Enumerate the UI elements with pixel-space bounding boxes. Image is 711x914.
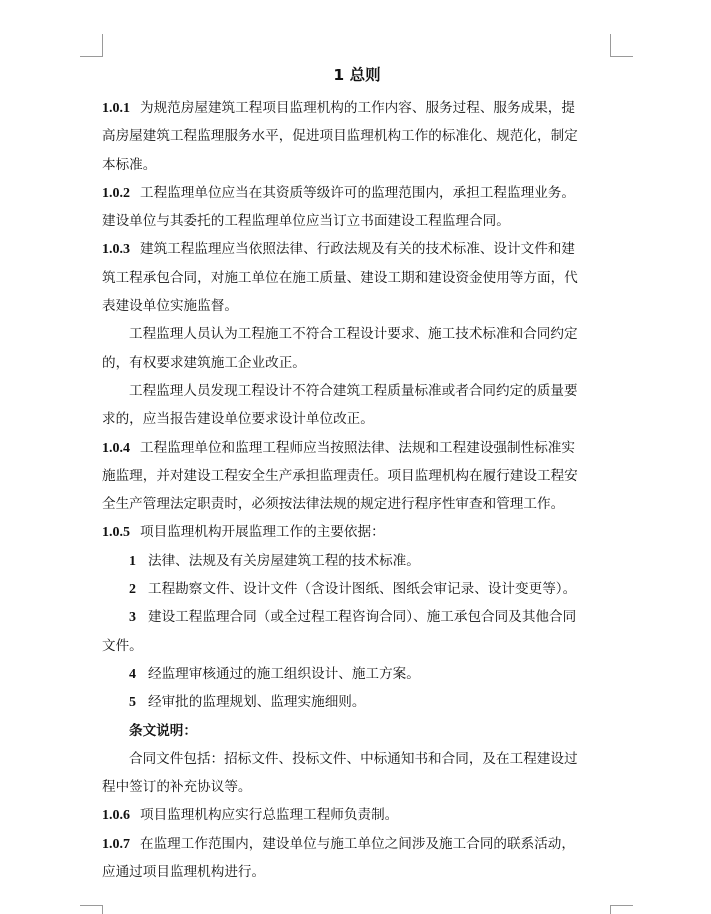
document-body [102,62,612,886]
clause-1-0-2-line-1 [102,179,612,207]
list-item-text: 建设工程监理合同（或全过程工程咨询合同）、施工承包合同及其他合同 [148,609,577,626]
list-item-number: 2 [129,582,136,598]
clause-1-0-4-line-1 [102,434,612,462]
clause-1-0-5-line-1 [102,518,612,546]
clause-note-line-1: 合同文件包括：招标文件、投标文件、中标通知书和合同，及在工程建设过 [129,750,578,767]
clause-1-0-3-para3-line-1: 工程监理人员发现工程设计不符合建筑工程质量标准或者合同约定的质量要 [129,382,578,399]
list-item-1 [102,547,612,575]
clause-number: 1.0.6 [102,808,130,824]
clause-note-label: 条文说明： [129,722,197,739]
clause-note-line-2: 程中签订的补充协议等。 [102,779,252,796]
crop-mark-top-left [80,34,103,57]
clause-1-0-2-line-2: 建设单位与其委托的工程监理单位应当订立书面建设工程监理合同。 [102,213,510,230]
clause-1-0-3-line-2: 筑工程承包合同，对施工单位在施工质量、建设工期和建设资金使用等方面，代 [102,269,578,286]
list-item-number: 5 [129,695,136,711]
clause-1-0-1-line-3: 本标准。 [102,156,157,173]
list-item-text: 工程勘察文件、设计文件（含设计图纸、图纸会审记录、设计变更等）。 [148,581,577,598]
clause-1-0-7-line-2: 应通过项目监理机构进行。 [102,864,266,881]
clause-text: 建筑工程监理应当依照法律、行政法规及有关的技术标准、设计文件和建 [140,241,575,258]
clause-text: 工程监理单位和监理工程师应当按照法律、法规和工程建设强制性标准实 [140,439,575,456]
clause-1-0-1-line-1 [102,94,612,122]
list-item-3-line-2: 文件。 [102,637,143,654]
clause-1-0-6-line-1 [102,801,612,829]
clause-1-0-3-para2-line-2: 的，有权要求建筑施工企业改正。 [102,354,306,371]
clause-text: 为规范房屋建筑工程项目监理机构的工作内容、服务过程、服务成果，提 [140,100,575,116]
clause-1-0-3-line-1 [102,235,612,263]
list-item-text: 法律、法规及有关房屋建筑工程的技术标准。 [148,552,420,569]
clause-text: 项目监理机构开展监理工作的主要依据： [140,524,385,541]
list-item-text: 经审批的监理规划、监理实施细则。 [148,694,366,711]
clause-number: 1.0.4 [102,440,130,456]
clause-number: 1.0.2 [102,185,130,201]
clause-1-0-3-line-3: 表建设单位实施监督。 [102,298,238,315]
clause-number: 1.0.7 [102,836,130,852]
list-item-4 [102,660,612,688]
clause-1-0-3-para3-line-2: 求的，应当报告建设单位要求设计单位改正。 [102,411,374,428]
clause-text: 在监理工作范围内，建设单位与施工单位之间涉及施工合同的联系活动， [140,835,575,852]
list-item-number: 3 [129,610,136,626]
clause-1-0-1-line-2: 高房屋建筑工程监理服务水平，促进项目监理机构工作的标准化、规范化，制定 [102,128,578,145]
clause-1-0-3-para2-line-1: 工程监理人员认为工程施工不符合工程设计要求、施工技术标准和合同约定 [129,326,578,343]
clause-number: 1.0.3 [102,242,130,258]
crop-mark-top-right [610,34,633,57]
chapter-title: 1 总则 [333,66,381,84]
clause-1-0-4-line-3: 全生产管理法定职责时，必须按法律法规的规定进行程序性审查和管理工作。 [102,496,565,513]
list-item-5 [102,688,612,716]
clause-1-0-7-line-1 [102,830,612,858]
clause-text: 项目监理机构应实行总监理工程师负责制。 [140,807,399,824]
clause-number: 1.0.5 [102,525,130,541]
clause-text: 工程监理单位应当在其资质等级许可的监理范围内，承担工程监理业务。 [140,184,575,201]
list-item-2 [102,575,612,603]
list-item-text: 经监理审核通过的施工组织设计、施工方案。 [148,665,420,682]
list-item-number: 1 [129,553,136,569]
list-item-number: 4 [129,666,136,682]
clause-1-0-4-line-2: 施监理，并对建设工程安全生产承担监理责任。项目监理机构在履行建设工程安 [102,467,578,484]
clause-number: 1.0.1 [102,101,130,116]
list-item-3 [102,603,612,631]
